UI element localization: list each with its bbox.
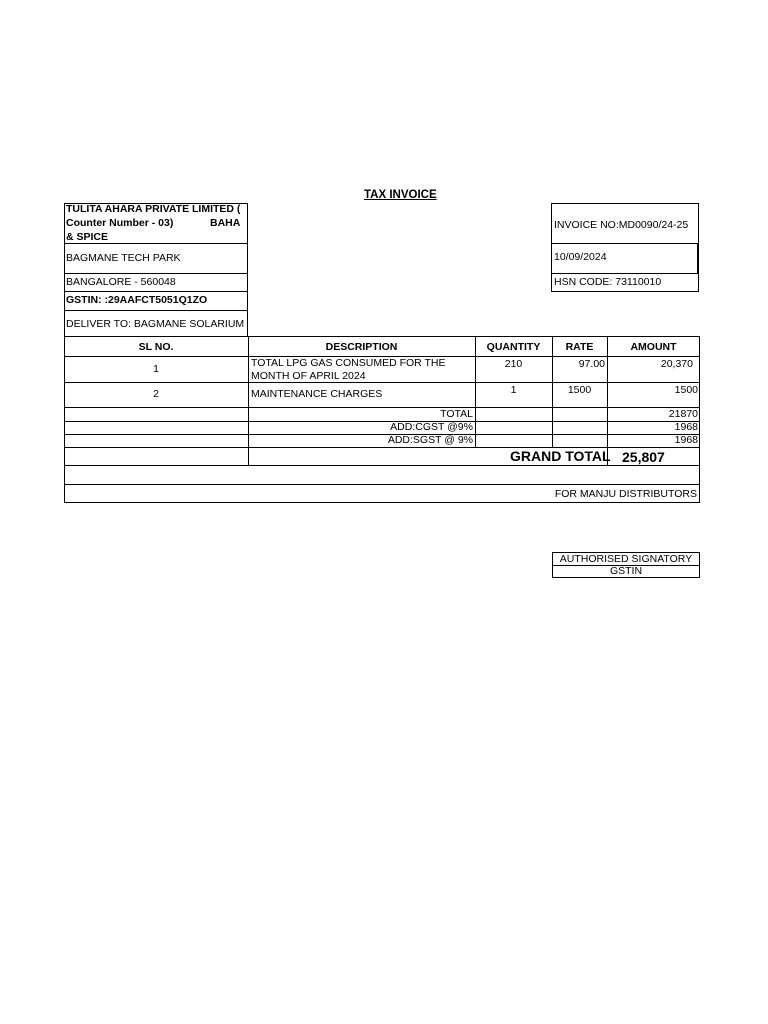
- buyer-name-line1: TULITA AHARA PRIVATE LIMITED (: [66, 203, 241, 215]
- row2-amount: 1500: [674, 384, 698, 396]
- invoice-date: 10/09/2024: [554, 251, 607, 263]
- header-amount: AMOUNT: [630, 341, 677, 353]
- total-label: TOTAL: [440, 408, 473, 420]
- row1-rate: 97.00: [578, 358, 605, 370]
- header-description: DESCRIPTION: [325, 341, 398, 353]
- total-value: 21870: [668, 408, 698, 420]
- buyer-name-line2a: Counter Number - 03): [66, 217, 174, 229]
- signatory-gstin: GSTIN: [609, 565, 643, 577]
- header-rate: RATE: [565, 341, 594, 353]
- header-sl-no: SL NO.: [138, 341, 174, 353]
- deliver-to: DELIVER TO: BAGMANE SOLARIUM: [66, 318, 245, 330]
- buyer-name-line2b: BAHA: [210, 217, 241, 229]
- row1-description-line1: TOTAL LPG GAS CONSUMED FOR THE: [251, 357, 446, 369]
- blank-row-divider: [64, 484, 700, 485]
- cgst-value: 1968: [674, 421, 698, 433]
- cgst-label: ADD:CGST @9%: [390, 421, 473, 433]
- header-quantity: QUANTITY: [486, 341, 541, 353]
- hsn-code: HSN CODE: 73110010: [554, 276, 662, 288]
- grand-total-value: 25,807: [622, 449, 665, 465]
- row2-quantity: 1: [510, 384, 517, 396]
- invoice-number: INVOICE NO:MD0090/24-25: [554, 219, 689, 231]
- page-title: TAX INVOICE: [364, 189, 437, 201]
- row1-description-line2: MONTH OF APRIL 2024: [251, 370, 366, 382]
- sgst-value: 1968: [674, 434, 698, 446]
- authorised-signatory: AUTHORISED SIGNATORY: [559, 553, 693, 565]
- grand-total-divider: [64, 465, 700, 466]
- row1-sl: 1: [153, 363, 159, 375]
- row1-amount: 20,370: [660, 358, 693, 370]
- for-company: FOR MANJU DISTRIBUTORS: [554, 488, 697, 500]
- grand-total-label: GRAND TOTAL: [510, 448, 611, 464]
- row2-sl: 2: [153, 388, 159, 400]
- buyer-name-line3: & SPICE: [66, 231, 109, 243]
- row2-description: MAINTENANCE CHARGES: [251, 388, 383, 400]
- row1-quantity: 210: [504, 358, 523, 370]
- row2-rate: 1500: [567, 384, 592, 396]
- buyer-gstin: GSTIN: :29AAFCT5051Q1ZO: [66, 294, 208, 306]
- buyer-address1: BAGMANE TECH PARK: [66, 252, 181, 264]
- sgst-label: ADD:SGST @ 9%: [387, 434, 473, 446]
- buyer-address2: BANGALORE - 560048: [66, 276, 176, 288]
